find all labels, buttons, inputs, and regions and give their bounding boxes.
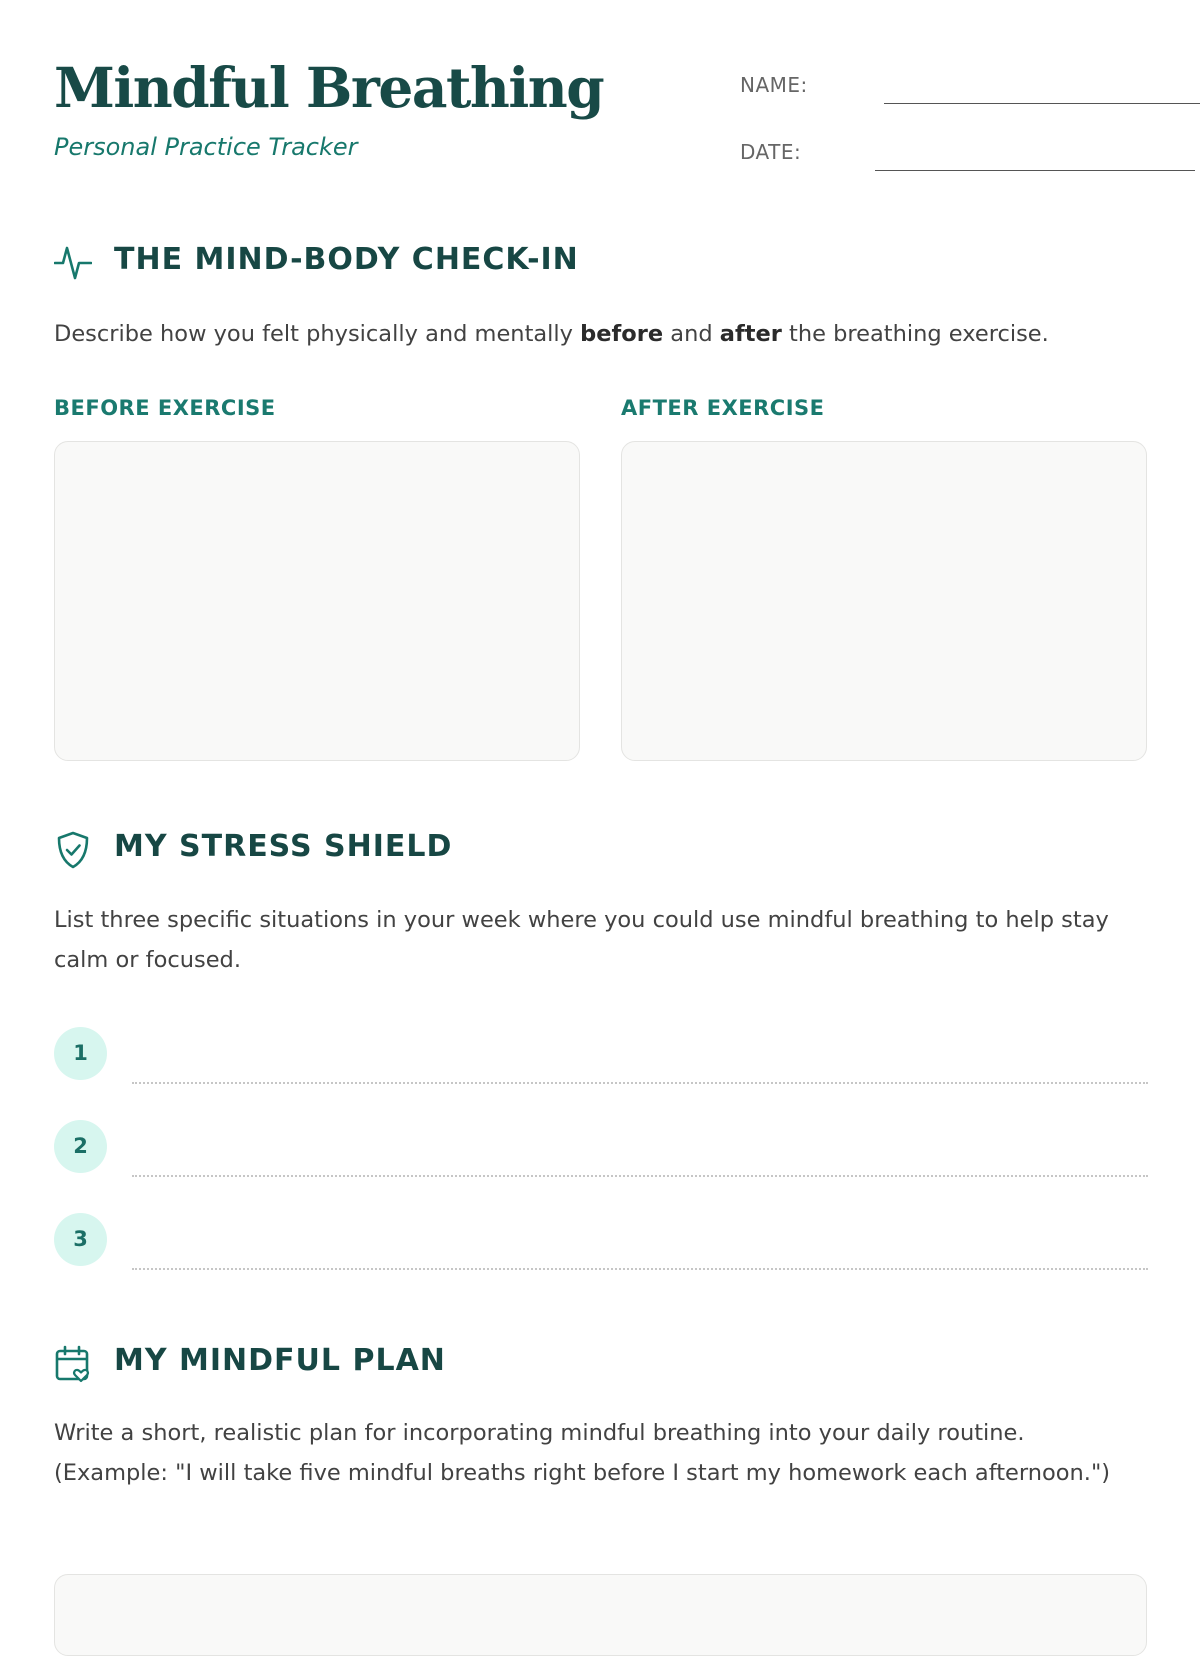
shield-section-title: MY STRESS SHIELD [114, 829, 453, 864]
situation-line[interactable] [132, 1175, 1148, 1177]
situation-line[interactable] [132, 1082, 1148, 1084]
before-emphasis: before [580, 321, 664, 347]
checkin-description: Describe how you felt physically and mentally before and after the breathing exercise. [54, 321, 1049, 347]
page-title: Mindful Breathing [54, 55, 604, 120]
name-label: NAME: [740, 73, 808, 97]
before-exercise-label: BEFORE EXERCISE [54, 396, 276, 420]
before-exercise-box[interactable] [54, 441, 580, 761]
shield-section-header [54, 829, 1148, 869]
date-field-row [740, 140, 1150, 170]
situation-line[interactable] [132, 1268, 1148, 1270]
number-badge: 3 [54, 1213, 107, 1266]
number-badge: 2 [54, 1120, 107, 1173]
date-field[interactable] [875, 170, 1195, 171]
calendar-heart-icon [54, 1345, 92, 1383]
shield-check-icon [54, 831, 92, 869]
situation-item [54, 1120, 1148, 1176]
number-badge: 1 [54, 1027, 107, 1080]
activity-icon [54, 244, 92, 282]
name-field[interactable] [884, 103, 1200, 104]
after-emphasis: after [719, 321, 782, 347]
checkin-section-header [54, 242, 1148, 282]
page-subtitle: Personal Practice Tracker [54, 133, 358, 161]
plan-box[interactable] [54, 1574, 1147, 1656]
after-exercise-box[interactable] [621, 441, 1147, 761]
checkin-section-title: THE MIND-BODY CHECK-IN [114, 242, 579, 277]
date-label: DATE: [740, 140, 802, 164]
situation-item [54, 1213, 1148, 1269]
worksheet-page [54, 0, 1148, 1600]
situation-item [54, 1027, 1148, 1083]
plan-section-title: MY MINDFUL PLAN [114, 1343, 446, 1378]
plan-description: Write a short, realistic plan for incorporating mindful breathing into your daily routine. (Example: "I will take five mindful breaths right before I start my homework each afternoon.") [54, 1420, 1111, 1486]
name-field-row [740, 73, 1150, 103]
shield-description: List three specific situations in your week where you could use mindful breathing to help stay calm or focused. [54, 907, 1109, 973]
plan-section-header [54, 1343, 1148, 1383]
after-exercise-label: AFTER EXERCISE [621, 396, 825, 420]
